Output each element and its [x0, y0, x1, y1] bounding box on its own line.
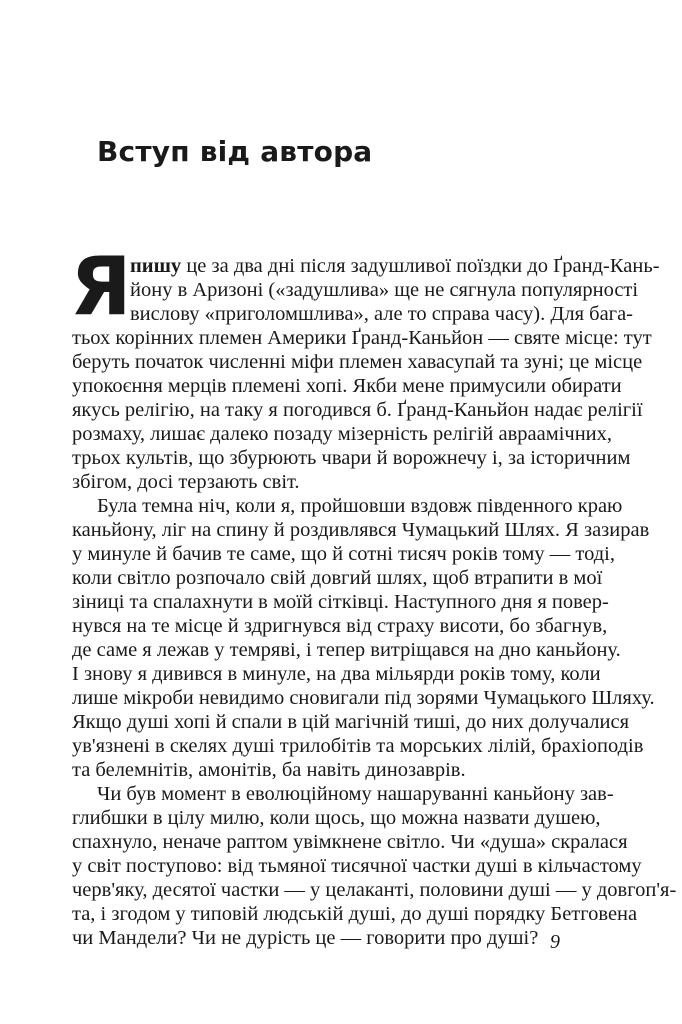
text-line: та белемнітів, амонітів, ба навіть динозаврів. — [72, 759, 466, 781]
text-line: лише мікроби невидимо сновигали під зорями Чумацького Шляху. — [72, 687, 655, 709]
text-line — [130, 254, 660, 278]
text-line: І знову я дивився в минуле, на два мільярди років тому, коли — [72, 663, 601, 685]
chapter-title: Вступ від автора — [97, 135, 373, 168]
text-line: упокоєння мерців племені хопі. Якби мене примусили обирати — [72, 375, 622, 397]
text-line: у світ поступово: від тьмяної тисячної частки душі в кільчастому — [72, 855, 642, 877]
text-line: трьох культів, що збурюють чвари й ворожнечу і, за історичним — [72, 447, 631, 469]
text-line: де саме я лежав у темряві, і тепер витріщався на дно каньйону. — [72, 639, 621, 661]
text-line: розмаху, лишає далеко позаду мізерність релігій авраамічних, — [72, 423, 613, 445]
text-line: Була темна ніч, коли я, пройшовши вздовж південного краю — [97, 495, 623, 517]
text-line: збігом, досі терзають світ. — [72, 471, 300, 493]
text-line: зіниці та спалахнути в моїй сітківці. Наступного дня я повер- — [72, 591, 609, 613]
text-line: Чи був момент в еволюційному нашаруванні каньйону зав- — [97, 783, 614, 805]
text-line: Якщо душі хопі й спали в цій магічній тиші, до них долучалися — [72, 711, 630, 733]
text-line: чи Мандели? Чи не дурість це — говорити про душі? — [72, 927, 539, 949]
text-line: йону в Аризоні («задушлива» ще не сягнула популярності — [130, 279, 639, 301]
text-line: глибшки в цілу милю, коли щось, що можна назвати душею, — [72, 807, 601, 829]
text-line: черв'яку, десятої частки — у целаканті, половини душі — у довгоп'я- — [72, 879, 677, 901]
text-line: тьох корінних племен Америки Ґранд-Каньйон — святе місце: тут — [72, 327, 652, 349]
text-line: нувся на те місце й здригнувся від страху висоти, бо збагнув, — [72, 615, 608, 637]
text-line: беруть початок численні міфи племен хавасупай та зуні; це місце — [72, 351, 643, 373]
text-line: спахнуло, неначе раптом увімкнене світло. Чи «душа» скралася — [72, 831, 628, 853]
text-line: ув'язнені в скелях душі трилобітів та морських лілій, брахіоподів — [72, 735, 644, 757]
text-line: вислову «приголомшлива», але то справа часу). Для бага- — [130, 303, 634, 325]
text-line: у минуле й бачив те саме, що й сотні тисяч років тому — тоді, — [72, 543, 615, 565]
page-number: 9 — [550, 931, 560, 953]
line-text: це за два дні після задушливої поїздки до Ґранд-Кань- — [181, 255, 660, 277]
text-line: каньйону, ліг на спину й роздивлявся Чумацький Шлях. Я зазирав — [72, 519, 650, 541]
first-word: пишу — [130, 255, 182, 277]
text-line: та, і згодом у типовій людській душі, до душі порядку Бетговена — [72, 903, 638, 925]
text-line: якусь релігію, на таку я погодився б. Ґранд-Каньйон надає релігії — [72, 399, 643, 421]
text-line: коли світло розпочало свій довгий шлях, щоб втрапити в мої — [72, 567, 603, 589]
drop-cap: Я — [70, 240, 132, 333]
